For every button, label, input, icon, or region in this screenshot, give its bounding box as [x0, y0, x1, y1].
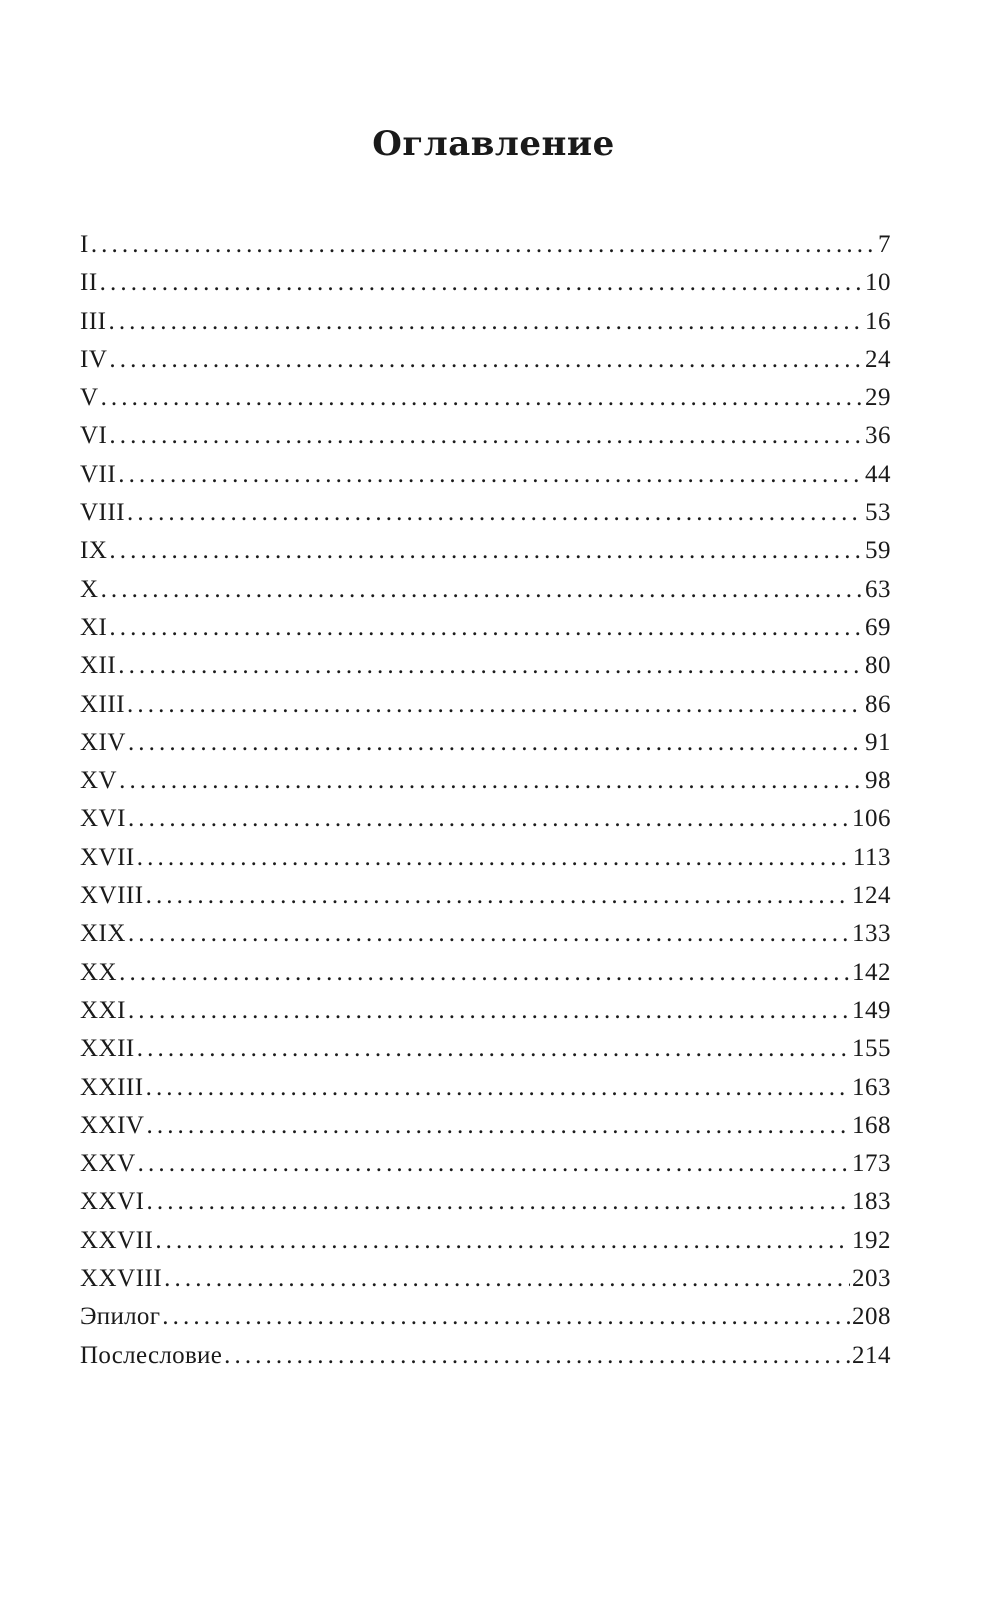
dot-leader	[119, 762, 863, 800]
dot-leader	[101, 379, 863, 417]
dot-leader	[109, 609, 863, 647]
toc-entry	[80, 532, 891, 570]
toc-entry	[80, 1145, 891, 1183]
dot-leader	[128, 915, 850, 953]
toc-entry	[80, 303, 891, 341]
dot-leader	[118, 647, 863, 685]
toc-entry-afterword	[80, 1337, 891, 1375]
dot-leader	[164, 1260, 850, 1298]
toc-entry-label: XXIII	[80, 1073, 144, 1101]
dot-leader	[146, 1069, 850, 1107]
dot-leader	[147, 1183, 851, 1221]
page-title: Оглавление	[372, 124, 615, 164]
toc-entry	[80, 915, 891, 953]
toc-entry-label: VI	[80, 422, 108, 450]
toc-entry-label: XXVI	[80, 1188, 145, 1216]
toc-entry-label: VIII	[80, 499, 126, 527]
toc-entry	[80, 264, 891, 302]
dot-leader	[109, 532, 863, 570]
toc-entry-page: 192	[852, 1226, 891, 1254]
toc-entry-label: IX	[80, 537, 108, 565]
toc-entry	[80, 647, 891, 685]
toc-entry-label: III	[80, 307, 107, 335]
toc-entry-page: 183	[852, 1188, 891, 1216]
toc-entry-page: 16	[865, 307, 891, 335]
toc-entry-page: 173	[852, 1150, 891, 1178]
toc-entry-page: 24	[865, 345, 891, 373]
toc-entry-page: 214	[852, 1341, 891, 1369]
dot-leader	[146, 877, 850, 915]
toc-entry	[80, 341, 891, 379]
dot-leader	[224, 1337, 850, 1375]
toc-entry	[80, 1107, 891, 1145]
dot-leader	[128, 800, 850, 838]
toc-entry-label: IV	[80, 345, 108, 373]
toc-entry-page: 91	[865, 728, 891, 756]
toc-entry-page: 142	[852, 958, 891, 986]
dot-leader	[109, 417, 863, 455]
toc-entry	[80, 877, 891, 915]
toc-entry-page: 69	[865, 613, 891, 641]
toc-entry-page: 124	[852, 882, 891, 910]
dot-leader	[137, 1030, 850, 1068]
dot-leader	[100, 264, 863, 302]
toc-entry	[80, 494, 891, 532]
dot-leader	[127, 686, 863, 724]
dot-leader	[162, 1298, 850, 1336]
toc-entry	[80, 1183, 891, 1221]
toc-entry-label: II	[80, 269, 98, 297]
toc-entry-page: 59	[865, 537, 891, 565]
toc-entry-label: XIII	[80, 690, 126, 718]
toc-entry-label: XX	[80, 958, 118, 986]
toc-entry	[80, 839, 891, 877]
toc-entry-page: 80	[865, 652, 891, 680]
dot-leader	[119, 954, 850, 992]
toc-entry	[80, 417, 891, 455]
toc-entry-page: 163	[852, 1073, 891, 1101]
toc-entry-page: 133	[852, 920, 891, 948]
toc-entry-label: XIV	[80, 728, 126, 756]
toc-entry	[80, 456, 891, 494]
toc-entry-label: XXII	[80, 1035, 135, 1063]
toc-entry-label: XIX	[80, 920, 126, 948]
dot-leader	[127, 494, 863, 532]
toc-entry	[80, 762, 891, 800]
toc-entry-label: XXV	[80, 1150, 136, 1178]
dot-leader	[91, 226, 876, 264]
toc-entry	[80, 954, 891, 992]
toc-entry-label: XI	[80, 613, 108, 641]
dot-leader	[138, 1145, 850, 1183]
toc-entry	[80, 571, 891, 609]
toc-entry-label: XXI	[80, 996, 126, 1024]
dot-leader	[101, 571, 863, 609]
toc-entry-label: XVI	[80, 805, 126, 833]
toc-entry-page: 208	[852, 1303, 891, 1331]
toc-entry	[80, 1260, 891, 1298]
toc-entry-label: I	[80, 231, 89, 258]
toc-entry-label: Эпилог	[80, 1303, 161, 1331]
dot-leader	[147, 1107, 851, 1145]
dot-leader	[128, 724, 863, 762]
dot-leader	[108, 303, 863, 341]
dot-leader	[137, 839, 851, 877]
toc-entry	[80, 1222, 891, 1260]
toc-entry-page: 10	[865, 269, 891, 297]
toc-entry-page: 29	[865, 384, 891, 412]
toc-entry-page: 203	[852, 1265, 891, 1293]
toc-entry-page: 44	[865, 460, 891, 488]
toc-entry-page: 98	[865, 767, 891, 795]
toc-entry	[80, 1030, 891, 1068]
toc-entry-page: 155	[852, 1035, 891, 1063]
toc-entry-label: Послесловие	[80, 1341, 223, 1369]
toc-entry	[80, 609, 891, 647]
toc-entry-label: VII	[80, 460, 117, 488]
toc-entry-label: XVII	[80, 843, 135, 871]
toc-entry-label: XV	[80, 767, 118, 795]
toc-entry-page: 36	[865, 422, 891, 450]
dot-leader	[155, 1222, 850, 1260]
dot-leader	[118, 456, 863, 494]
toc-entry-label: XII	[80, 652, 117, 680]
toc-entry-label: XXVIII	[80, 1265, 163, 1293]
toc-entry-page: 113	[852, 843, 891, 871]
toc-entry-label: XXVII	[80, 1226, 154, 1254]
toc-entry	[80, 686, 891, 724]
toc-entry	[80, 800, 891, 838]
toc-entry	[80, 724, 891, 762]
toc-entry	[80, 226, 891, 264]
toc-entry-epilogue	[80, 1298, 891, 1336]
toc-entry-page: 53	[865, 499, 891, 527]
toc-entry	[80, 379, 891, 417]
toc-entry-label: V	[80, 384, 99, 412]
toc-entry-page: 63	[865, 575, 891, 603]
toc-entry-label: XXIV	[80, 1111, 145, 1139]
dot-leader	[109, 341, 863, 379]
toc-entry	[80, 1069, 891, 1107]
toc-entry-page: 168	[852, 1111, 891, 1139]
toc-entry-label: XVIII	[80, 882, 144, 910]
toc-entry-label: X	[80, 575, 99, 603]
toc-entry-page: 86	[865, 690, 891, 718]
table-of-contents	[80, 226, 891, 1375]
toc-entry	[80, 992, 891, 1030]
dot-leader	[128, 992, 850, 1030]
toc-entry-page: 7	[878, 231, 891, 258]
toc-entry-page: 149	[852, 996, 891, 1024]
toc-entry-page: 106	[852, 805, 891, 833]
